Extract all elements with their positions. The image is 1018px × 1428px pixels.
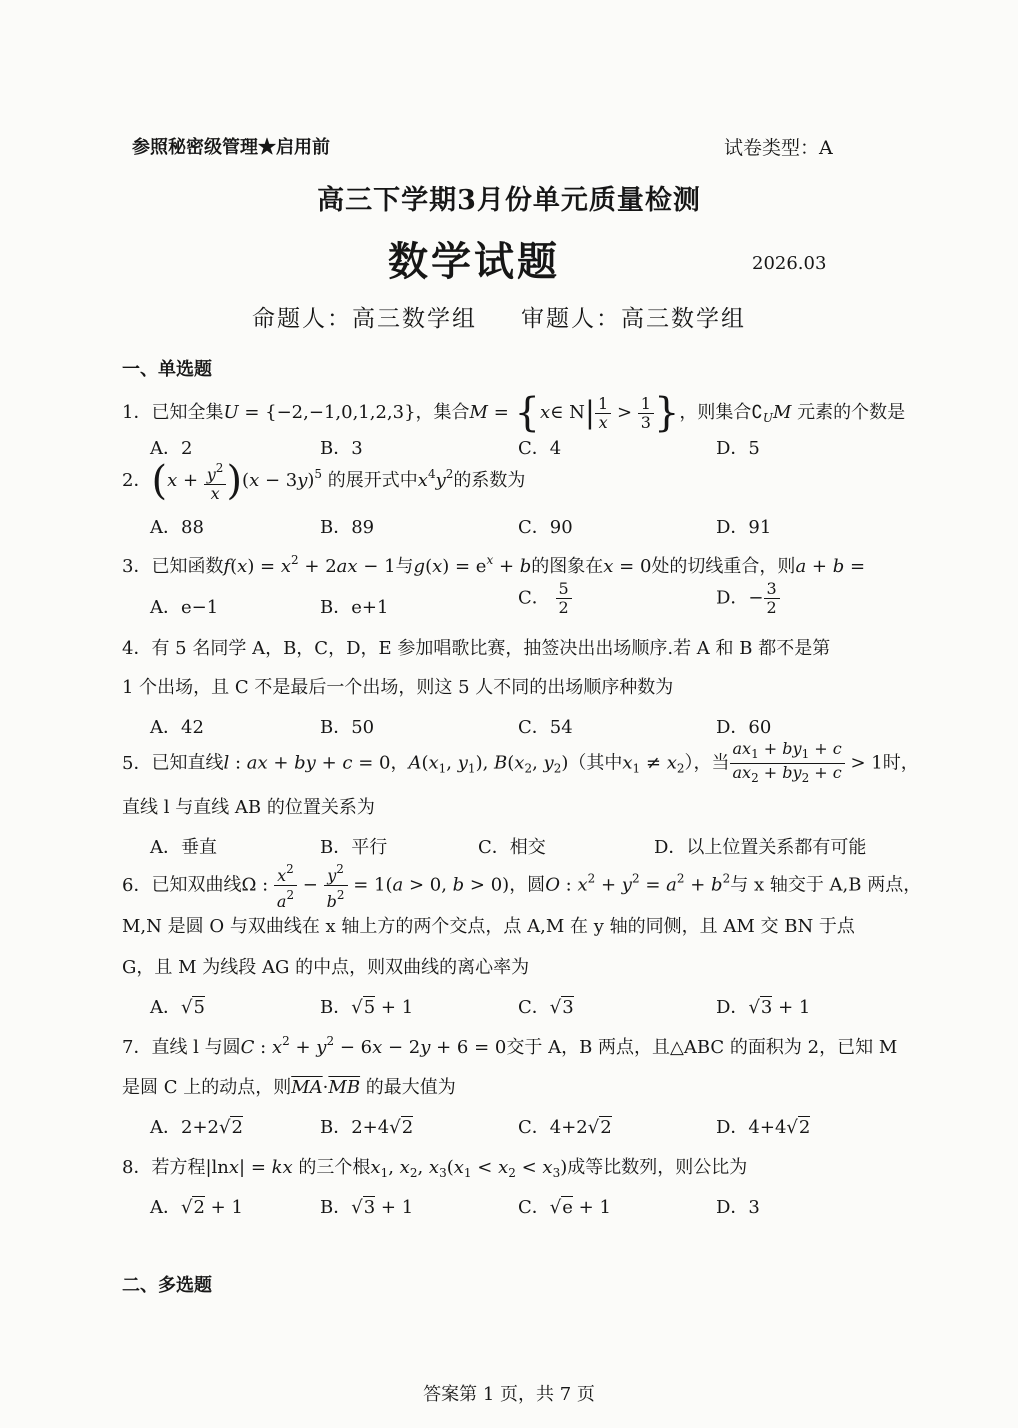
- q5-option-c: C．相交: [478, 837, 546, 858]
- question-7: 7．直线 l 与圆C : $x^2 + y^2 - 6x - 2y + 6 = 0$交于 A，B 两点，且△ABC 的面积为 2，已知 M: [122, 1034, 898, 1058]
- q1-option-b: B．3: [320, 438, 363, 459]
- question-5-line2: 直线 l 与直线 AB 的位置关系为: [122, 797, 375, 818]
- authors-line: [252, 300, 746, 333]
- question-text: 的展开式中: [327, 470, 418, 491]
- section-multi-choice: 二、多选题: [122, 1275, 212, 1296]
- q8-option-a: A．√2 + 1: [150, 1197, 243, 1218]
- q4-option-a: A．42: [150, 717, 204, 738]
- page-footer: 答案第 1 页，共 7 页: [423, 1384, 595, 1405]
- exam-title: 高三下学期3月份单元质量检测: [317, 185, 701, 216]
- q7-option-d: D．4+4√2: [716, 1117, 811, 1138]
- q5-option-d: D．以上位置关系都有可能: [654, 837, 867, 858]
- exam-date: 2026.03: [752, 253, 827, 274]
- question-text: 的系数为: [453, 470, 526, 491]
- question-6-line3: G，且 M 为线段 AG 的中点，则双曲线的离心率为: [122, 957, 530, 978]
- question-5: 5．已知直线l : ax + by + c = 0，$A(x_1$, $y_1$), $B(x_2$, $y_2$)（其中$x_1 \ne x_2$），当 $\frac{ax_1 + by_1 + c}{ax_2 + by_2 + c}$ > 1时，: [122, 739, 919, 785]
- question-text: 的最大值为: [365, 1077, 456, 1098]
- q8-option-d: D．3: [716, 1197, 760, 1218]
- question-text: 时，: [882, 752, 919, 774]
- q1-option-a: A．2: [150, 438, 193, 459]
- q2-option-d: D．91: [716, 517, 772, 538]
- question-number: 4．: [122, 638, 152, 659]
- q4-option-d: D．60: [716, 717, 772, 738]
- question-text: （其中: [568, 752, 623, 774]
- section-single-choice: 一、单选题: [122, 359, 212, 380]
- question-text: ），当: [684, 752, 730, 774]
- question-text: 直线 l 与圆: [151, 1037, 241, 1058]
- question-text: 已知全集: [151, 402, 224, 423]
- question-text: 交于 A，B 两点，且△ABC 的面积为 2，已知 M: [506, 1037, 898, 1058]
- q5-option-a: A．垂直: [150, 837, 217, 858]
- q2-option-b: B．89: [320, 517, 375, 538]
- question-text: 若方程: [151, 1157, 206, 1178]
- question-4: [122, 634, 830, 660]
- question-text: ，集合: [415, 402, 470, 423]
- reviewer: 审题人：高三数学组: [521, 306, 746, 332]
- confidential-label: 参照秘密级管理★启用前: [132, 137, 330, 158]
- q7-option-b: B．2+4√2: [320, 1117, 414, 1138]
- setter: 命题人：高三数学组: [252, 306, 477, 332]
- question-number: 7．: [122, 1037, 152, 1058]
- q3-option-b: B．e+1: [320, 597, 389, 618]
- question-3: 3．已知函数$f(x) = x^2 + 2ax - 1$与$g(x) = e^x + b$的图象在x = 0处的切线重合，则a + b =: [122, 553, 866, 577]
- q4-option-b: B．50: [320, 717, 375, 738]
- q2-option-c: C．90: [518, 517, 573, 538]
- question-text: 与 x 轴交于 A,B 两点，: [730, 874, 922, 896]
- q3-option-c: C． $\frac{5}{2}$: [518, 580, 572, 617]
- question-2: 2．(x + $\frac{y^2}{x}$ )$(x - 3y)^5$ 的展开式中$x^4y^2$的系数为: [122, 458, 526, 504]
- question-8: 8．若方程|lnx| = kx 的三个根$x_1$, $x_2$, $x_3(x_1 < x_2 < x_3)$成等比数列，则公比为: [122, 1153, 747, 1180]
- question-4-line2: 1 个出场，且 C 不是最后一个出场，则这 5 人不同的出场顺序种数为: [122, 677, 674, 698]
- question-text: 已知函数: [151, 556, 224, 577]
- q1-option-c: C．4: [518, 438, 562, 459]
- q6-option-a: A．√5: [150, 997, 205, 1018]
- q6-option-b: B．√5 + 1: [320, 997, 414, 1018]
- question-1: 1．已知全集U = {−2,−1,0,1,2,3}，集合M = {x∈ N| $\frac{1}{x}$ > $\frac{1}{3}$ }，则集合$∁_UM$ 元素的个数是: [122, 390, 906, 436]
- question-number: 2．: [122, 470, 152, 491]
- q5-option-b: B．平行: [320, 837, 388, 858]
- question-6: 6．已知双曲线Ω : $\frac{x^2}{a^2}$ − $\frac{y^2}{b^2}$ = 1(a > 0, b > 0)，圆O : $x^2 + y^2 = a^2 + b^2$与 x 轴交于 A,B 两点，: [122, 862, 922, 911]
- q4-option-c: C．54: [518, 717, 573, 738]
- subject-title: 数学试题: [388, 238, 560, 285]
- question-text: 已知直线: [151, 752, 224, 774]
- question-text: 与: [395, 556, 414, 577]
- question-7-line2: 是圆 C 上的动点，则$\overline{MA}\cdot\overline{MB}$ 的最大值为: [122, 1077, 456, 1098]
- question-text: 处的切线重合，则: [651, 556, 796, 577]
- question-number: 5．: [122, 752, 152, 774]
- q8-option-b: B．√3 + 1: [320, 1197, 414, 1218]
- paper-type: 试卷类型：A: [724, 137, 833, 159]
- q6-option-c: C．√3: [518, 997, 574, 1018]
- q8-option-c: C．√e + 1: [518, 1197, 611, 1218]
- question-number: 1．: [122, 402, 152, 423]
- question-text: 有 5 名同学 A，B，C，D，E 参加唱歌比赛，抽签决出出场顺序.若 A 和 B 都不是第: [151, 638, 831, 659]
- question-text: 是圆 C 上的动点，则: [122, 1077, 292, 1098]
- question-text: 的三个根: [298, 1157, 371, 1178]
- q7-option-c: C．4+2√2: [518, 1117, 612, 1138]
- q1-option-d: D．5: [716, 438, 760, 459]
- question-text: ，则集合: [679, 402, 752, 423]
- question-text: 已知双曲线: [151, 874, 242, 896]
- q6-option-d: D．√3 + 1: [716, 997, 811, 1018]
- question-text: 元素的个数是: [797, 402, 906, 423]
- q2-option-a: A．88: [150, 517, 204, 538]
- question-text: 的图象在: [531, 556, 604, 577]
- question-number: 3．: [122, 556, 152, 577]
- q7-option-a: A．2+2√2: [150, 1117, 243, 1138]
- question-number: 6．: [122, 874, 152, 896]
- question-number: 8．: [122, 1157, 152, 1178]
- question-text: 成等比数列，则公比为: [567, 1157, 748, 1178]
- q3-option-d: D．− $\frac{3}{2}$: [716, 580, 780, 617]
- question-6-line2: M,N 是圆 O 与双曲线在 x 轴上方的两个交点，点 A,M 在 y 轴的同侧，且 AM 交 BN 于点: [122, 916, 855, 937]
- question-text: ，圆: [509, 874, 546, 896]
- q3-option-a: A．e−1: [150, 597, 219, 618]
